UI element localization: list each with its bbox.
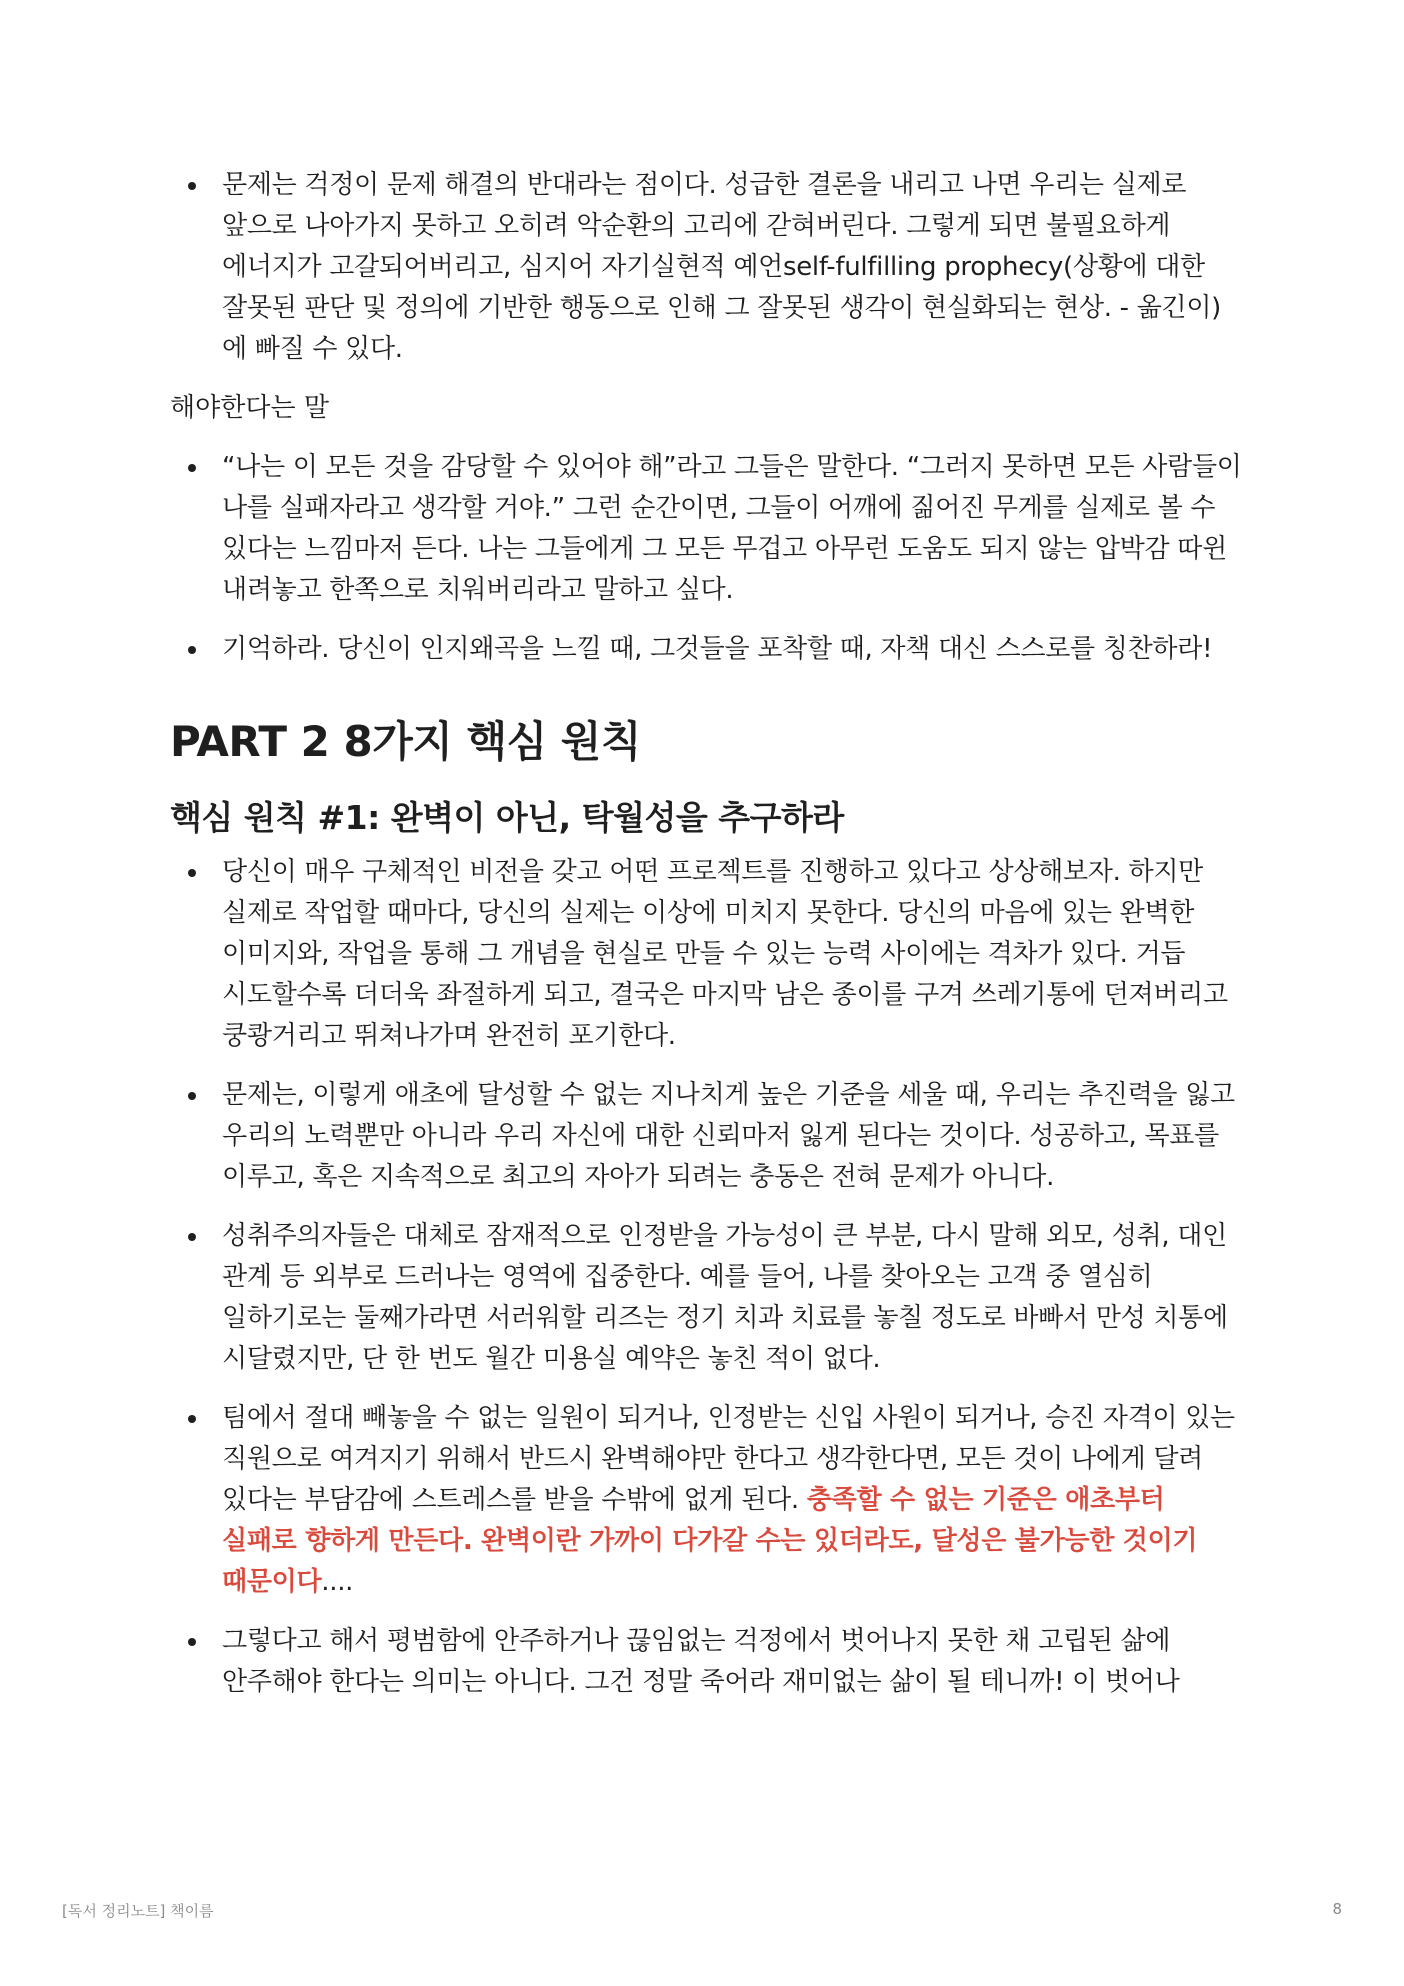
top-bullet-list bbox=[170, 165, 1242, 370]
list-item: “나는 이 모든 것을 감당할 수 있어야 해”라고 그들은 말한다. “그러지 못하면 모든 사람들이 나를 실패자라고 생각할 거야.” 그런 순간이면, 그들이 어깨에 짊어진 무게를 실제로 볼 수 있다는 느낌마저 든다. 나는 그들에게 그 모든 무겁고 아무런 도움도 되지 않는 압박감 따윈 내려놓고 한쪽으로 치워버리라고 말하고 싶다. bbox=[170, 447, 1242, 611]
principle-bullet-list bbox=[170, 852, 1242, 1703]
list-item: 성취주의자들은 대체로 잠재적으로 인정받을 가능성이 큰 부분, 다시 말해 외모, 성취, 대인 관계 등 외부로 드러나는 영역에 집중한다. 예를 들어, 나를 찾아오는 고객 중 열심히 일하기로는 둘째가라면 서러워할 리즈는 정기 치과 치료를 놓칠 정도로 바빠서 만성 치통에 시달렸지만, 단 한 번도 월간 미용실 예약은 놓친 적이 없다. bbox=[170, 1216, 1242, 1380]
ellipsis-text: .... bbox=[321, 1567, 354, 1597]
should-bullet-list bbox=[170, 447, 1242, 670]
list-item: 그렇다고 해서 평범함에 안주하거나 끊임없는 걱정에서 벗어나지 못한 채 고립된 삶에 안주해야 한다는 의미는 아니다. 그건 정말 죽어라 재미없는 삶이 될 테니까! 이 벗어나 bbox=[170, 1621, 1242, 1703]
list-item bbox=[170, 1398, 1242, 1603]
footer-book-label: [독서 정리노트] 책이름 bbox=[62, 1902, 214, 1920]
page-content bbox=[170, 165, 1242, 1721]
should-section-label: 해야한다는 말 bbox=[170, 393, 329, 423]
bullet-text: 팀에서 절대 빼놓을 수 없는 일원이 되거나, 인정받는 신입 사원이 되거나, 승진 자격이 있는 직원으로 여겨지기 위해서 반드시 완벽해야만 한다고 생각한다면, 모든 것이 나에게 달려 있다는 부담감에 스트레스를 받을 수밖에 없게 된다. bbox=[222, 1403, 1235, 1515]
footer-page-number: 8 bbox=[1332, 1900, 1342, 1918]
list-item: 문제는 걱정이 문제 해결의 반대라는 점이다. 성급한 결론을 내리고 나면 우리는 실제로 앞으로 나아가지 못하고 오히려 악순환의 고리에 갇혀버린다. 그렇게 되면 불필요하게 에너지가 고갈되어버리고, 심지어 자기실현적 예언self-fulfilling prophecy(상황에 대한 잘못된 판단 및 정의에 기반한 행동으로 인해 그 잘못된 생각이 현실화되는 현상. - 옮긴이)에 빠질 수 있다. bbox=[170, 165, 1242, 370]
highlighted-text: 충족할 수 없는 기준은 애초부터 실패로 향하게 만든다. 완벽이란 가까이 다가갈 수는 있더라도, 달성은 불가능한 것이기 때문이다 bbox=[222, 1485, 1198, 1597]
principle-heading: 핵심 원칙 #1: 완벽이 아닌, 탁월성을 추구하라 bbox=[170, 798, 844, 837]
list-item: 문제는, 이렇게 애초에 달성할 수 없는 지나치게 높은 기준을 세울 때, 우리는 추진력을 잃고 우리의 노력뿐만 아니라 우리 자신에 대한 신뢰마저 잃게 된다는 것이다. 성공하고, 목표를 이루고, 혹은 지속적으로 최고의 자아가 되려는 충동은 전혀 문제가 아니다. bbox=[170, 1075, 1242, 1198]
part-heading: PART 2 8가지 핵심 원칙 bbox=[170, 717, 641, 766]
list-item: 기억하라. 당신이 인지왜곡을 느낄 때, 그것들을 포착할 때, 자책 대신 스스로를 칭찬하라! bbox=[170, 629, 1242, 670]
list-item: 당신이 매우 구체적인 비전을 갖고 어떤 프로젝트를 진행하고 있다고 상상해보자. 하지만 실제로 작업할 때마다, 당신의 실제는 이상에 미치지 못한다. 당신의 마음에 있는 완벽한 이미지와, 작업을 통해 그 개념을 현실로 만들 수 있는 능력 사이에는 격차가 있다. 거듭 시도할수록 더더욱 좌절하게 되고, 결국은 마지막 남은 종이를 구겨 쓰레기통에 던져버리고 쿵쾅거리고 뛰쳐나가며 완전히 포기한다. bbox=[170, 852, 1242, 1057]
